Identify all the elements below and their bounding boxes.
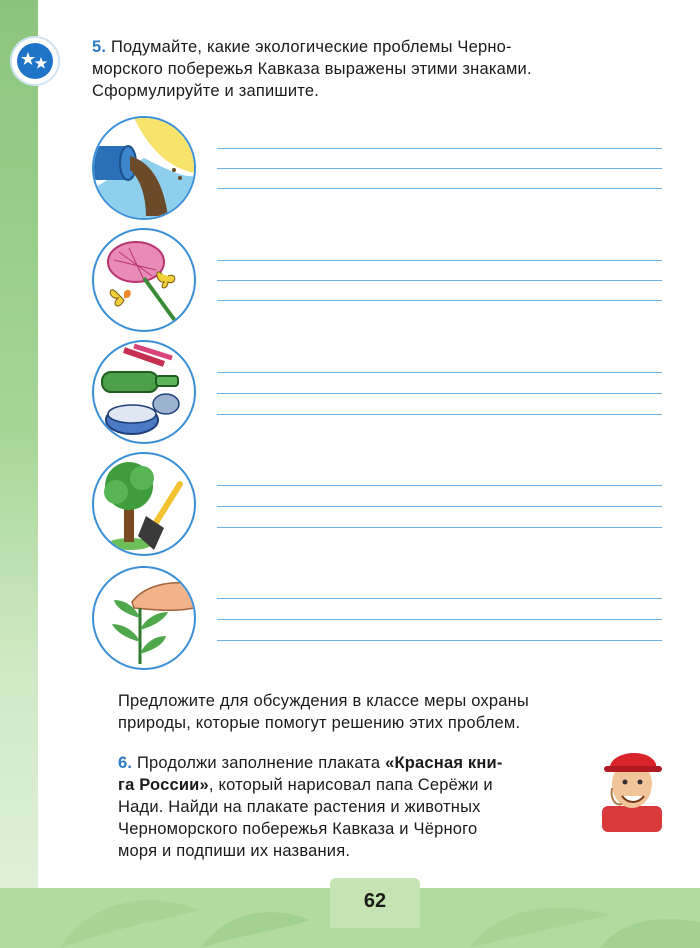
boy-illustration: [598, 744, 666, 832]
task-5-number: 5.: [92, 38, 107, 56]
answer-line[interactable]: [217, 372, 662, 373]
task-6-number: 6.: [118, 754, 133, 772]
answer-line[interactable]: [217, 640, 662, 641]
answer-line[interactable]: [217, 598, 662, 599]
task-6-line-2: га России», который нарисовал папа Серёжи и: [118, 776, 493, 794]
answer-line[interactable]: [217, 260, 662, 261]
left-decorative-strip: [0, 0, 40, 948]
answer-line[interactable]: [217, 168, 662, 169]
answer-line[interactable]: [217, 485, 662, 486]
task-5-line-2: морского побережья Кавказа выражены этими знаками.: [92, 60, 532, 78]
task-6-line-1: 6. Продолжи заполнение плаката «Красная кни-: [118, 754, 503, 772]
task-6-line-4: Черноморского побережья Кавказа и Чёрного: [118, 820, 478, 838]
task-6-line-5: моря и подпиши их названия.: [118, 842, 351, 860]
discussion-line-1: Предложите для обсуждения в классе меры охраны: [118, 692, 529, 710]
task-5-line-1: 5. Подумайте, какие экологические проблемы Черно-: [92, 38, 512, 56]
answer-line[interactable]: [217, 393, 662, 394]
butterfly-net-icon: [92, 228, 196, 332]
task-6-line-3: Нади. Найди на плакате растения и животных: [118, 798, 481, 816]
answer-line[interactable]: [217, 188, 662, 189]
tree-axe-icon: [92, 452, 196, 556]
page-number-tab: [330, 878, 420, 928]
pipe-pollution-icon: [92, 116, 196, 220]
answer-line[interactable]: [217, 300, 662, 301]
answer-line[interactable]: [217, 527, 662, 528]
page-number: 62: [363, 890, 387, 912]
answer-line[interactable]: [217, 619, 662, 620]
discussion-line-2: природы, которые помогут решению этих проблем.: [118, 714, 521, 732]
litter-bottle-can-icon: [92, 340, 196, 444]
answer-line[interactable]: [217, 414, 662, 415]
answer-line[interactable]: [217, 148, 662, 149]
task-badge: [12, 38, 58, 84]
answer-line[interactable]: [217, 280, 662, 281]
stars-icon: [17, 43, 53, 79]
hand-picking-plant-icon: [92, 566, 196, 670]
task-5-line-3: Сформулируйте и запишите.: [92, 82, 319, 100]
answer-line[interactable]: [217, 506, 662, 507]
